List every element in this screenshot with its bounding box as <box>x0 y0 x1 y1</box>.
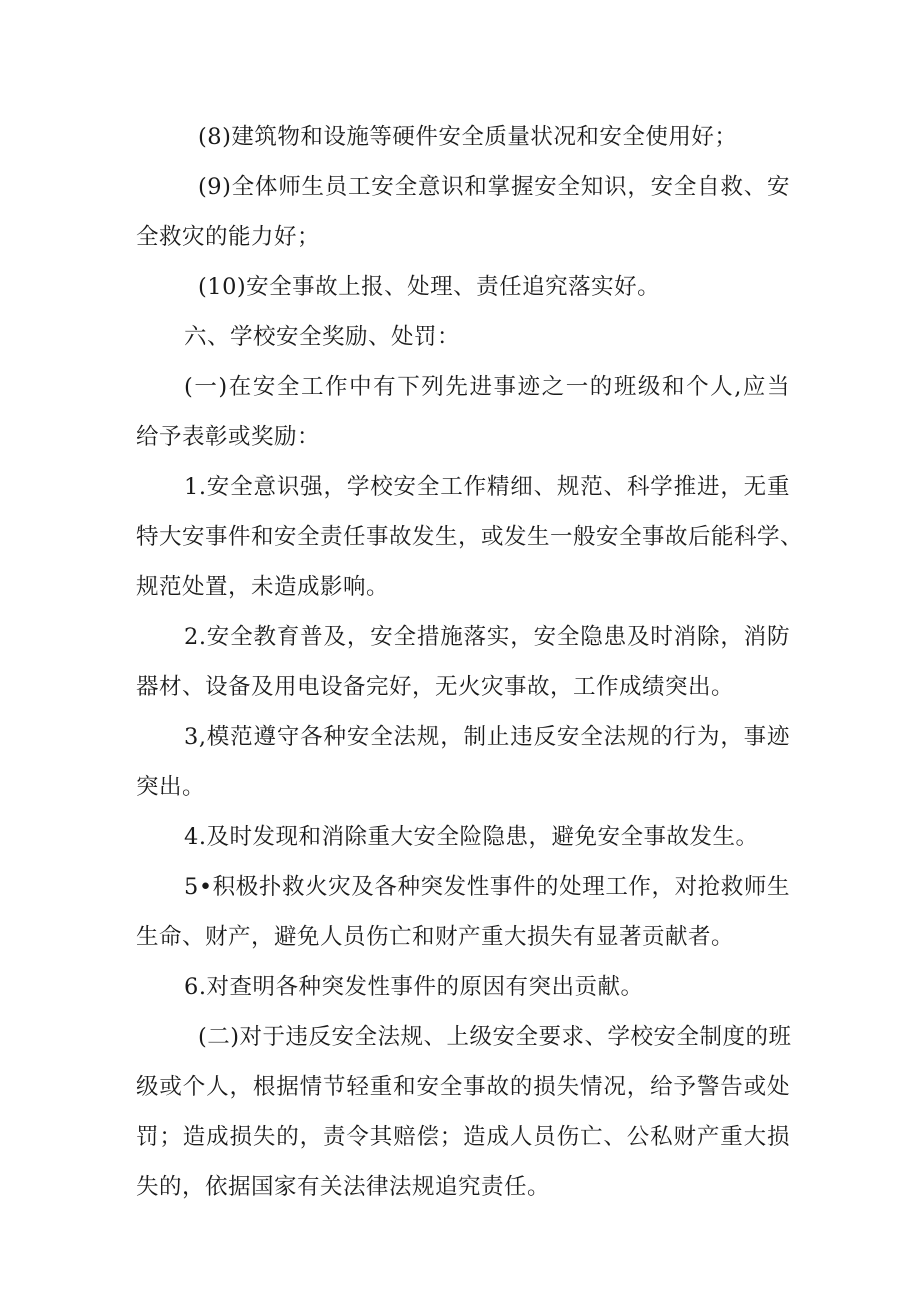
award-6-line: 6.对查明各种突发性事件的原因有突出贡献。 <box>184 974 644 1000</box>
subsection-1-line-2: 给予表彰或奖励： <box>136 424 321 450</box>
award-1-line-2: 特大安事件和安全责任事故发生，或发生一般安全事故后能科学、 <box>136 524 804 550</box>
subsection-2-line-2: 级或个人，根据情节轻重和安全事故的损失情况，给予警告或处 <box>136 1074 790 1100</box>
item-9-line-2: 全救灾的能力好； <box>136 224 321 250</box>
subsection-2-line-4: 失的，依据国家有关法律法规追究责任。 <box>136 1174 551 1200</box>
item-10-line: (10)安全事故上报、处理、责任追究落实好。 <box>198 274 661 300</box>
award-2-line-2: 器材、设备及用电设备完好，无火灾事故，工作成绩突出。 <box>136 674 735 700</box>
award-2-line-1: 2.安全教育普及，安全措施落实，安全隐患及时消除，消防 <box>184 624 790 650</box>
award-1-line-1: 1.安全意识强，学校安全工作精细、规范、科学推进，无重 <box>184 474 790 500</box>
award-1-line-3: 规范处置，未造成影响。 <box>136 574 390 600</box>
award-4-line: 4.及时发现和消除重大安全险隐患，避免安全事故发生。 <box>184 824 759 850</box>
subsection-1-line-1: (一)在安全工作中有下列先进事迹之一的班级和个人,应当 <box>184 374 790 400</box>
award-5-line-1: 5•积极扑救火灾及各种突发性事件的处理工作，对抢救师生 <box>184 874 790 900</box>
award-5-line-2: 生命、财产，避免人员伤亡和财产重大损失有显著贡献者。 <box>136 924 735 950</box>
item-9-line-1: (9)全体师生员工安全意识和掌握安全知识，安全自救、安 <box>198 174 790 200</box>
award-3-line-2: 突出。 <box>136 774 206 800</box>
subsection-2-line-3: 罚；造成损失的，责令其赔偿；造成人员伤亡、公私财产重大损 <box>136 1124 790 1150</box>
award-3-line-1: 3,模范遵守各种安全法规，制止违反安全法规的行为，事迹 <box>184 724 790 750</box>
item-8-line: (8)建筑物和设施等硬件安全质量状况和安全使用好； <box>198 124 738 150</box>
subsection-2-line-1: (二)对于违反安全法规、上级安全要求、学校安全制度的班 <box>198 1024 792 1050</box>
section-6-heading: 六、学校安全奖励、处罚： <box>184 324 461 350</box>
